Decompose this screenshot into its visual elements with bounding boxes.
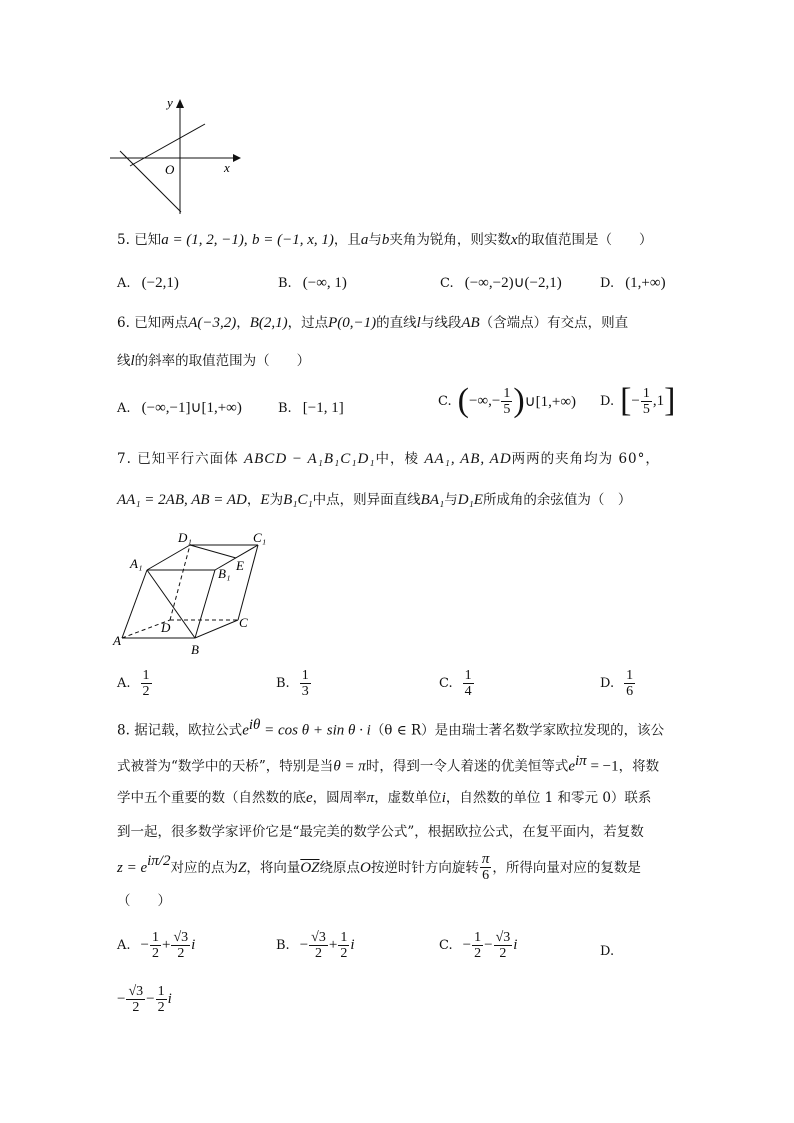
parallelepiped-figure (110, 528, 280, 658)
label-a: A (113, 633, 121, 648)
q7-option-d[interactable]: D. $\frac{1}{6}$ (600, 668, 634, 699)
q5-vector-b: b = (−1, x, 1) (251, 232, 334, 248)
q5-option-a[interactable]: A. (−2,1) (117, 275, 179, 291)
label-e: E (236, 558, 244, 573)
q7-number: 7. (117, 451, 132, 467)
q7-solid: ABCD − A₁B₁C₁D₁ (243, 451, 376, 467)
q8-stem-line1: 8. 据记载，欧拉公式$e^{i\theta} = \cos \theta + \sin \theta \cdot i(\theta$ ∈ R）是由瑞士著名数学家欧拉发现的，该公 (117, 717, 665, 739)
q6-point-a: A(−3,2) (188, 315, 237, 331)
q7-option-a[interactable]: A. $\frac{1}{2}$ (117, 668, 150, 699)
q7-option-b[interactable]: B. $\frac{1}{3}$ (276, 668, 309, 699)
label-c: C (239, 615, 248, 630)
q6-point-b: B(2,1) (249, 315, 288, 331)
q6-stem-line2: 线l的斜率的取值范围为（ ） (117, 353, 311, 369)
q7-condition: AA₁ = 2AB, AB = AD (117, 492, 247, 508)
origin-label: O (165, 162, 175, 177)
q8-option-d[interactable]: − $\frac{√3}{2}$ − $\frac{1}{2}$ i (117, 984, 172, 1015)
q8-option-d-label[interactable]: D. (600, 944, 615, 959)
q5-option-c[interactable]: C. (−∞,−2)∪(−2,1) (440, 275, 562, 291)
q8-stem-line3: 学中五个重要的数（自然数的底e，圆周率π，虚数单位i，自然数的单位 1 和零元 0）联系 (117, 790, 652, 806)
q8-stem-line6: （ ） (117, 893, 171, 909)
label-b1: B₁ (218, 566, 231, 581)
q8-stem-line4: 到一起，很多数学家评价它是“最完美的数学公式”，根据欧拉公式，在复平面内，若复数 (117, 824, 644, 840)
coordinate-figure (108, 94, 243, 219)
label-a1: A₁ (130, 556, 143, 571)
q7-option-c[interactable]: C. $\frac{1}{4}$ (439, 668, 472, 699)
q8-number: 8. (117, 722, 130, 739)
q5-number: 5. (117, 232, 130, 248)
q6-number: 6. (117, 315, 130, 331)
q6-option-d[interactable]: D. [ − $\frac{1}{5}$ ,1 ] (600, 382, 676, 419)
y-axis-label: y (167, 95, 173, 110)
q8-option-b[interactable]: B. − $\frac{√3}{2}$ + $\frac{1}{2}$ i (276, 930, 355, 961)
q8-option-c[interactable]: C. − $\frac{1}{2}$ − $\frac{√3}{2}$ i (439, 930, 518, 961)
q8-stem-line5: z = e $^{i\pi/2}$ 对应的点为 Z ，将向量 $\overline{OZ}$ 绕原点 O 按逆时针方向旋转 $\frac{\pi}{6}$ ，所得向量对应的复数是 (117, 851, 641, 883)
q7-stem-line1: 7. 已知平行六面体 ABCD − A₁B₁C₁D₁中，棱 AA₁, AB, AD两两的夹角均为 60°， (117, 451, 660, 467)
q6-option-a[interactable]: A. (−∞,−1]∪[1,+∞) (117, 400, 242, 416)
label-c1: C₁ (253, 530, 267, 545)
x-axis-label: x (224, 160, 230, 175)
q6-option-c[interactable]: C. ( −∞,− $\frac{1}{5}$ ) ∪[1,+∞) (438, 382, 577, 419)
q8-option-a[interactable]: A. − $\frac{1}{2}$ + $\frac{√3}{2}$ i (117, 930, 196, 961)
q5-option-b[interactable]: B. (−∞, 1) (278, 275, 347, 291)
q5-vector-a: a = (1, 2, −1), (161, 232, 248, 248)
label-d1: D₁ (178, 530, 192, 545)
q5-stem: 5. 已知a = (1, 2, −1), b = (−1, x, 1)，且a与b夹角为锐角，则实数x的取值范围是（ ） (117, 232, 653, 248)
q5-option-d[interactable]: D. (1,+∞) (600, 275, 666, 291)
q6-point-p: P(0,−1) (328, 315, 377, 331)
q7-stem-line2: AA₁ = 2AB, AB = AD，E为B₁C₁中点，则异面直线BA₁与D₁E所成角的余弦值为（ ） (117, 492, 632, 508)
q6-option-b[interactable]: B. [−1, 1] (278, 400, 344, 416)
q7-edges: AA₁, AB, AD (424, 451, 512, 467)
q8-stem-line2: 式被誉为“数学中的天桥”，特别是当θ = π时，得到一令人着迷的优美恒等式$e^{i\pi} = -1$，将数 (117, 753, 660, 775)
q6-stem-line1: 6. 已知两点A(−3,2)，B(2,1)，过点P(0,−1)的直线l与线段AB（含端点）有交点，则直 (117, 315, 629, 331)
label-d: D (161, 620, 171, 635)
label-b: B (191, 642, 199, 657)
